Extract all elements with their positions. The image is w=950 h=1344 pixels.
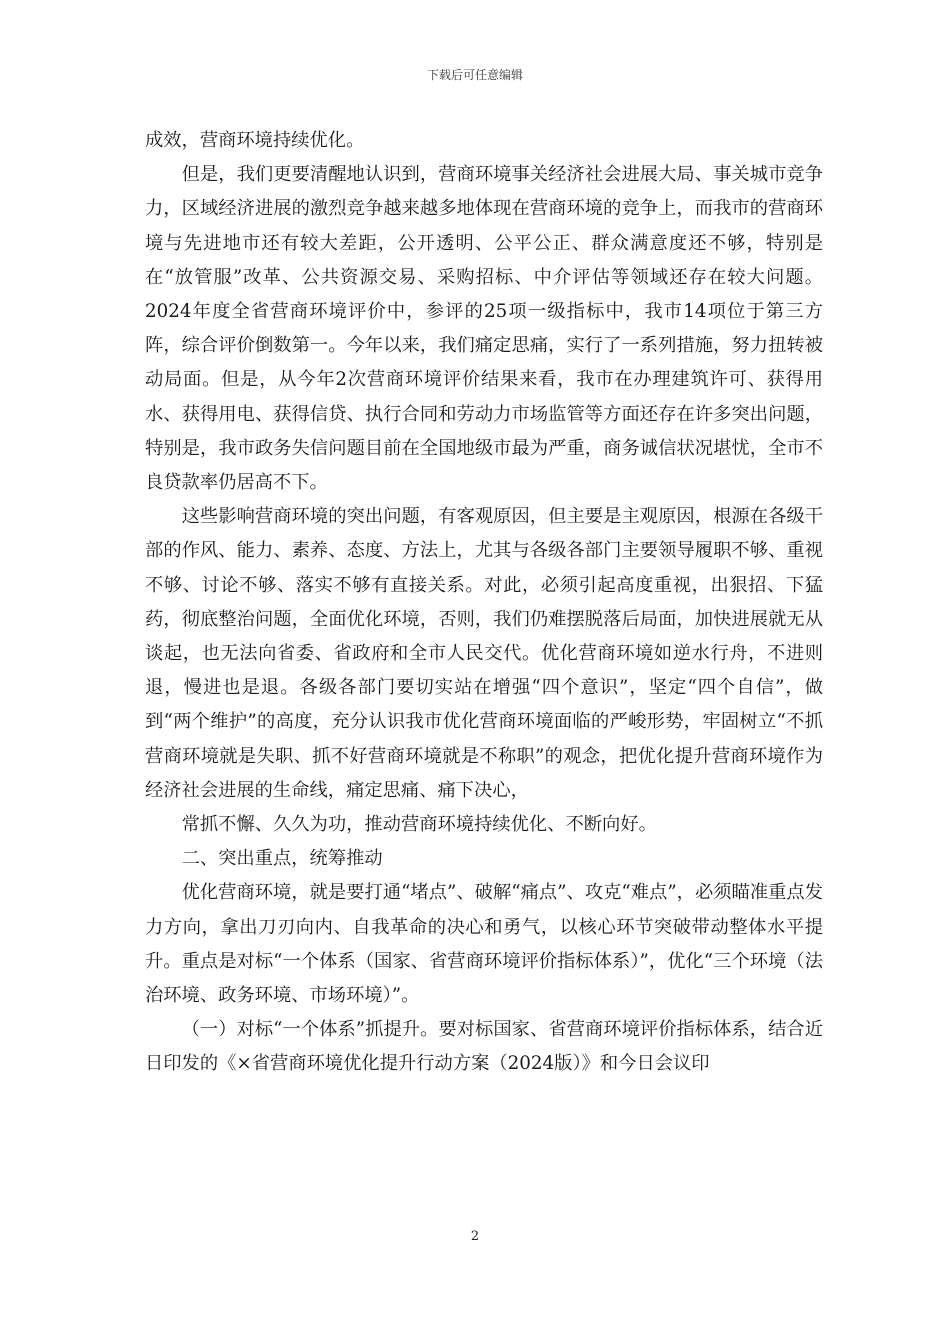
paragraph: 这些影响营商环境的突出问题，有客观原因，但主要是主观原因，根源在各级干部的作风、能力、素养、态度、方法上，尤其与各级各部门主要领导履职不够、重视不够、讨论不够、落实不够有直接关系。对此，必须引起高度重视，出狠招、下猛药，彻底整治问题，全面优化环境，否则，我们仍难摆脱落后局面，加快进展就无从谈起，也无法向省委、省政府和全市人民交代。优化营商环境如逆水行舟，不进则退，慢进也是退。各级各部门要切实站在增强“四个意识”，坚定“四个自信”，做到“两个维护”的高度，充分认识我市优化营商环境面临的严峻形势，牢固树立“不抓营商环境就是失职、抓不好营商环境就是不称职”的观念，把优化提升营商环境作为经济社会进展的生命线，痛定思痛、痛下决心， bbox=[145, 506, 823, 801]
page-header: 下载后可任意编辑 bbox=[426, 68, 523, 82]
paragraph: 但是，我们更要清醒地认识到，营商环境事关经济社会进展大局、事关城市竞争力，区域经济进展的激烈竞争越来越多地体现在营商环境的竞争上，而我市的营商环境与先进地市还有较大差距，公开透明、公平公正、群众满意度还不够，特别是在“放管服”改革、公共资源交易、采购招标、中介评估等领域还存在较大问题。2024年度全省营商环境评价中，参评的25项一级指标中，我市14项位于第三方阵，综合评价倒数第一。今年以来，我们痛定思痛，实行了一系列措施，努力扭转被动局面。但是，从今年2次营商环境评价结果来看，我市在办理建筑许可、获得用水、获得用电、获得信贷、执行合同和劳动力市场监管等方面还存在许多突出问题，特别是，我市政务失信问题目前在全国地级市最为严重，商务诚信状况堪忧，全市不良贷款率仍居高不下。 bbox=[145, 164, 823, 494]
paragraph: 优化营商环境，就是要打通“堵点”、破解“痛点”、攻克“难点”，必须瞄准重点发力方向，拿出刀刃向内、自我革命的决心和勇气，以核心环节突破带动整体水平提升。重点是对标“一个体系（国家、省营商环境评价指标体系）”，优化“三个环境（法治环境、政务环境、市场环境）”。 bbox=[145, 882, 823, 1007]
section-heading: 二、突出重点，统筹推动 bbox=[181, 848, 383, 870]
paragraph: 成效，营商环境持续优化。 bbox=[145, 130, 365, 151]
page-number: 2 bbox=[470, 1229, 480, 1244]
paragraph: （一）对标“一个体系”抓提升。要对标国家、省营商环境评价指标体系，结合近日印发的《×省营商环境优化提升行动方案（2024版）》和今日会议印 bbox=[145, 1019, 823, 1075]
paragraph: 常抓不懈、久久为功，推动营商环境持续优化、不断向好。 bbox=[181, 814, 657, 836]
document-body bbox=[145, 124, 823, 1082]
